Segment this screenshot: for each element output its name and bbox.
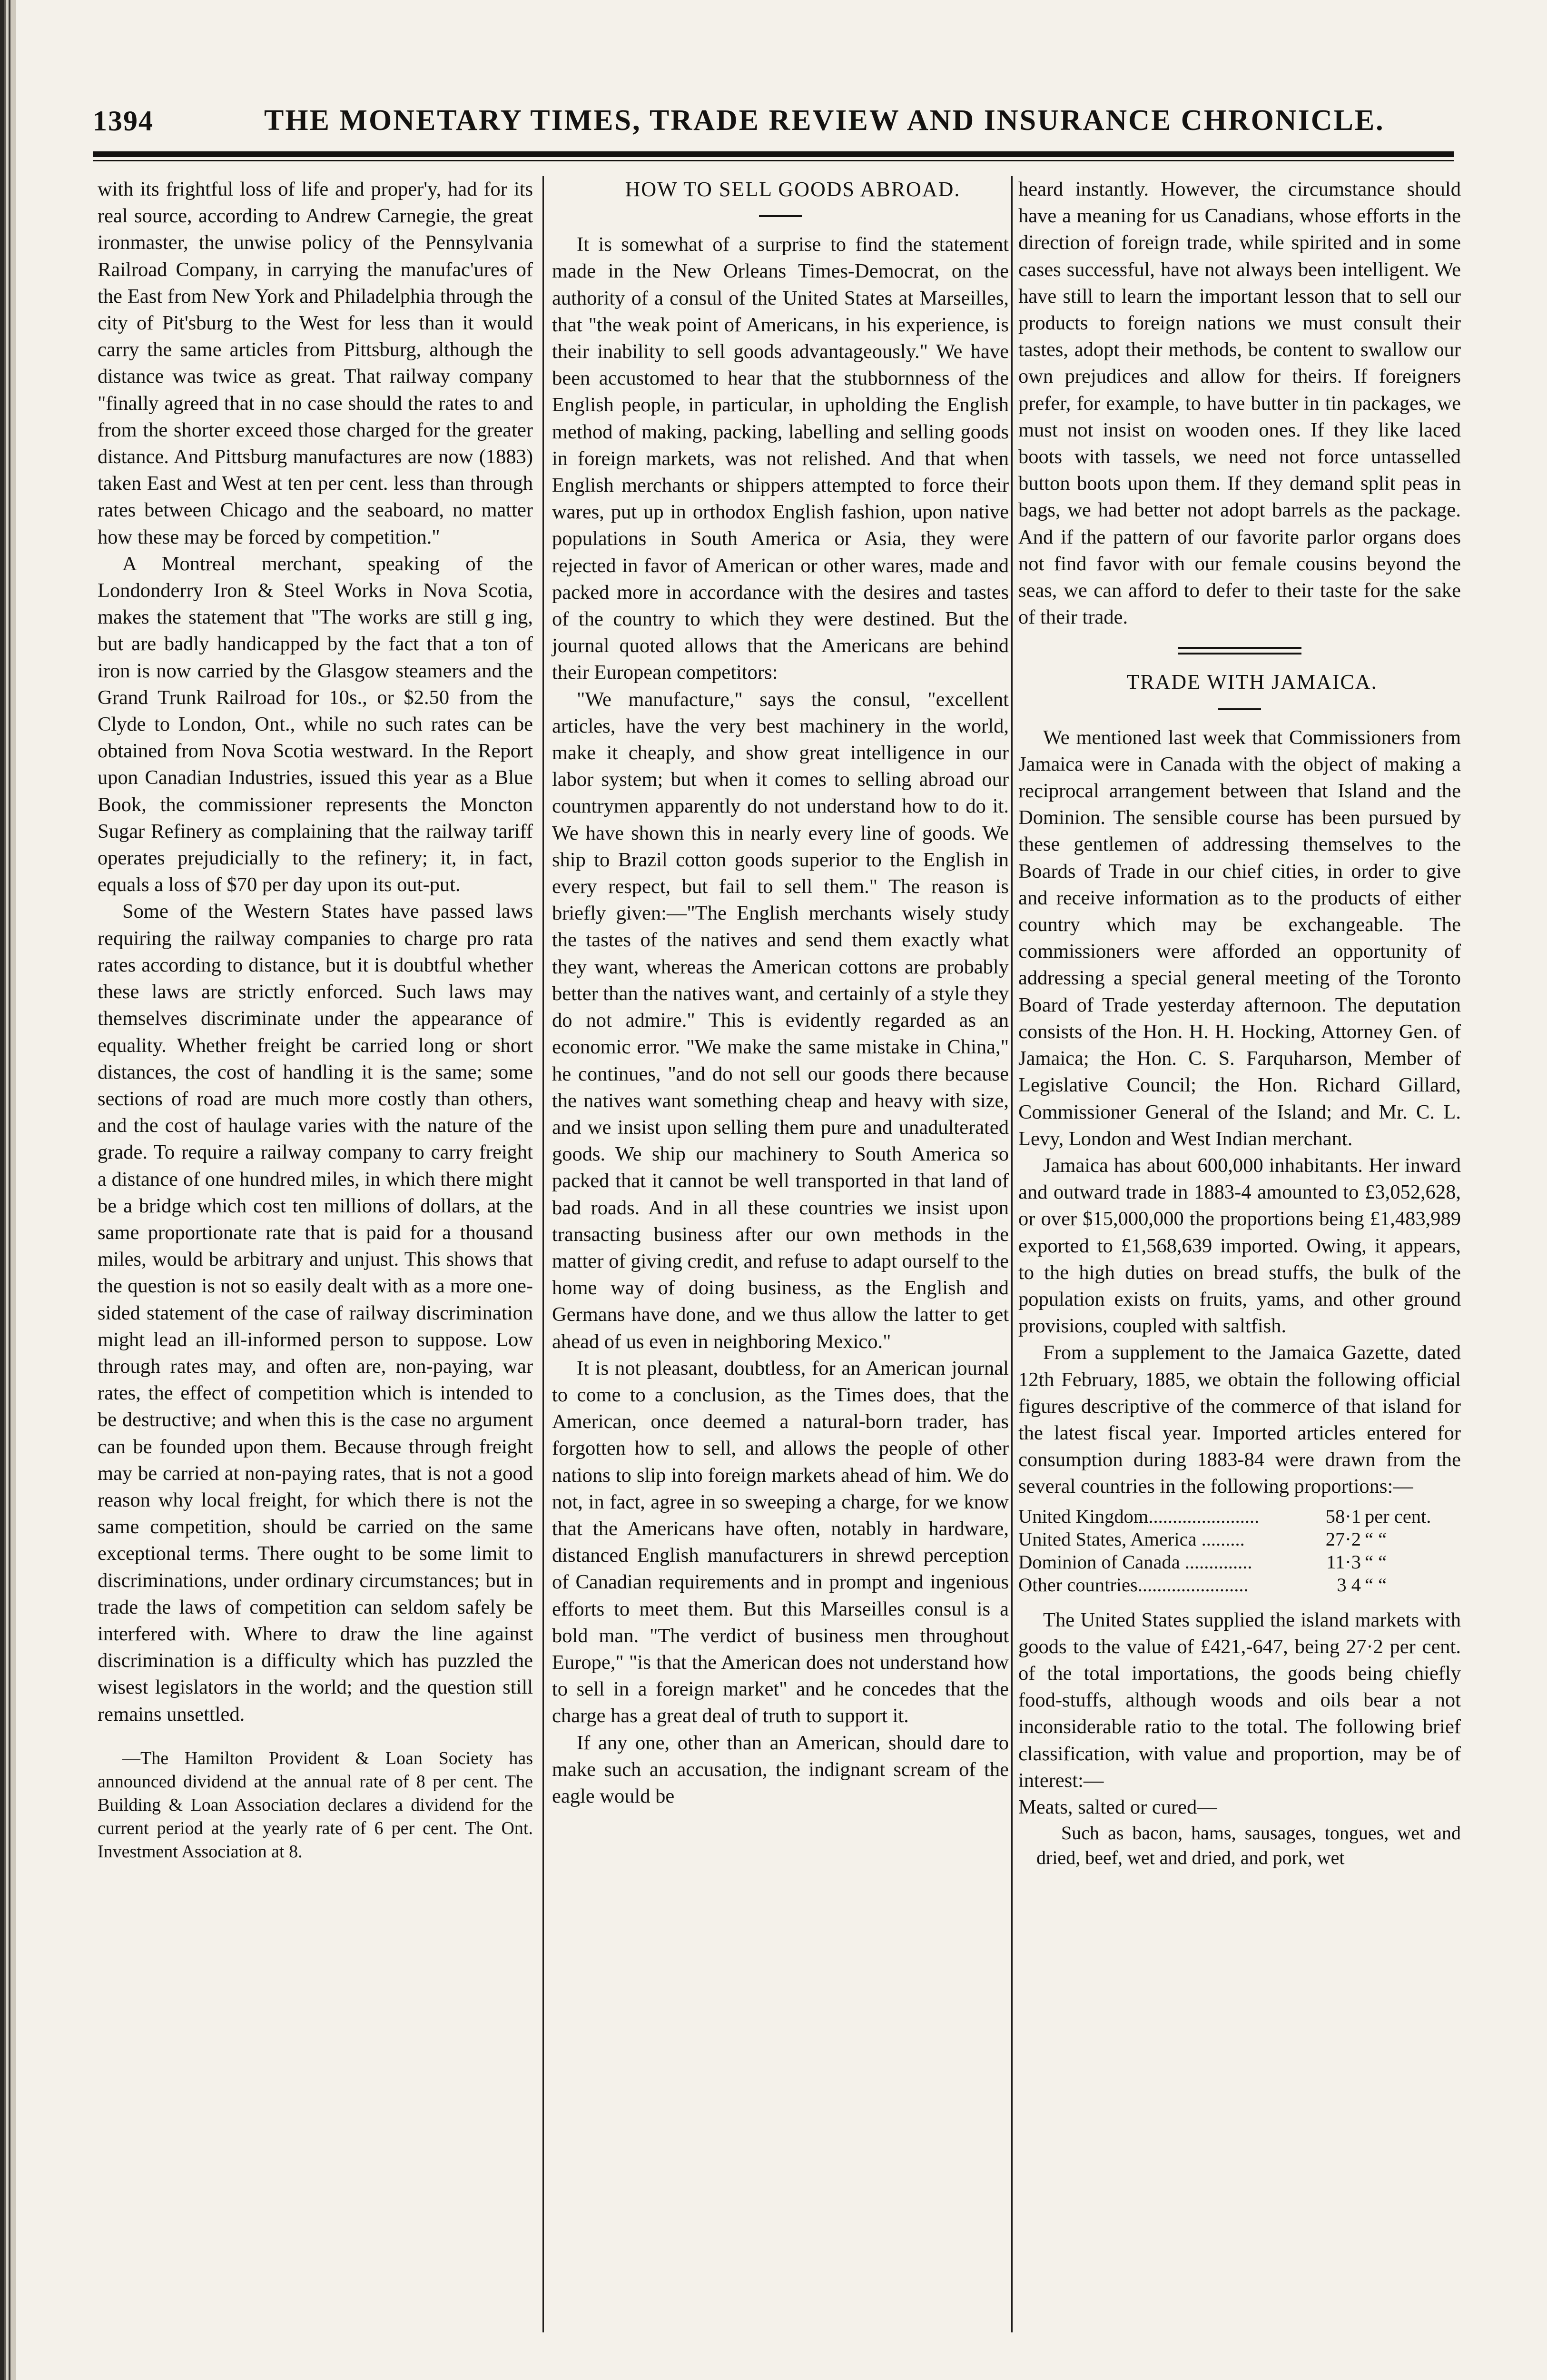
article-paragraph: Some of the Western States have passed laws requiring the railway companies to charge pro rata rates according to distance, but it is doubtful whether these laws are strictly enforced. Such laws may themselves discriminate under the appearance of equality. Whether freight be carried long or short distances, the cost of handling it is the same; some sections of road are much more costly than others, and the cost of haulage varies with the nature of the grade. To require a railway company to carry freight a distance of one hundred miles, in which there might be a bridge which cost ten millions of dollars, at the same proportionate rate that is paid for a thousand miles, would be arbitrary and unjust. This shows that the question is not so easily dealt with as a more one-sided statement of the case of railway discrimination might lead an ill-informed person to suppose. Low through rates may, and often are, non-paying, war rates, the effect of competition which is intended to be destructive; and when this is the case no argument can be founded upon them. Because through freight may be carried at non-paying rates, that is not a good reason why local freight, for which there is not the same competition, should be carried on the same exceptional terms. There ought to be some limit to discriminations, under ordinary circumstances; but in trade the laws of competition can seldom safely be interfered with. Where to draw the line against discrimination is a difficulty which has puzzled the wisest legislators in the world; and the question still remains unsettled. [98, 900, 533, 1726]
header-rule [93, 151, 1454, 157]
article-paragraph: If any one, other than an American, should dare to make such an accusation, the indignant scream of the eagle would be [552, 1731, 1009, 1807]
dividend-note: —The Hamilton Provident & Loan Society has announced dividend at the annual rate of 8 per cent. The Building & Loan Association declares a dividend for the current period at the yearly rate of 6 per cent. The Ont. Investment Association at 8. [98, 1748, 533, 1862]
article-paragraph: It is not pleasant, doubtless, for an American journal to come to a conclusion, as the Times does, that the American, once deemed a natural-born trader, has forgotten how to sell, and allows the people of other nations to slip into foreign markets ahead of him. We do not, in fact, agree in so sweeping a charge, for we know that the Americans have often, notably in hardware, distanced English manufacturers in shrewd perception of Canadian requirements and in prompt and ingenious efforts to meet them. But this Marseilles consul is a bold man. "The verdict of business men throughout Europe," "is that the American does not understand how to sell in a foreign market" and he concedes that the charge has a great deal of truth to support it. [552, 1357, 1009, 1727]
article-paragraph: The United States supplied the island markets with goods to the value of £421,-647, being 27·2 per cent. of the total importations, the goods being chiefly food-stuffs, although woods and oils bear a not inconsiderable ratio to the total. The following brief classification, with value and proportion, may be of interest:— [1018, 1608, 1461, 1792]
table-cell-unit: “ “ [1365, 1574, 1387, 1596]
table-cell-unit: “ “ [1365, 1528, 1387, 1550]
article-paragraph: We mentioned last week that Commissioners from Jamaica were in Canada with the object of making a reciprocal arrangement between that Island and the Dominion. The sensible course has been pursued by these gentlemen of addressing themselves to the Boards of Trade in our chief cities, in order to give and receive information as to the products of either country which may be exchangeable. The commissioners were afforded an opportunity of addressing a special general meeting of the Toronto Board of Trade yesterday afternoon. The deputation consists of the Hon. H. H. Hocking, Attorney Gen. of Jamaica; the Hon. C. S. Farquharson, Member of Legislative Council; the Hon. Richard Gillard, Commissioner General of the Island; and Mr. C. L. Levy, London and West Indian merchant. [1018, 726, 1461, 1150]
table-row [1018, 1505, 1461, 1528]
article-paragraph: A Montreal merchant, speaking of the Londonderry Iron & Steel Works in Nova Scotia, makes the statement that "The works are still g ing, but are badly handicapped by the fact that a ton of iron is now carried by the Glasgow steamers and the Grand Trunk Railroad for 10s., or $2.50 from the Clyde to London, Ont., while no such rates can be obtained from Nova Scotia westward. In the Report upon Canadian Industries, issued this year as a Blue Book, the commissioner represents the Moncton Sugar Refinery as complaining that the railway tariff operates prejudicially to the refinery; it, in fact, equals a loss of $70 per day upon its out-put. [98, 552, 533, 896]
classification-item: Such as bacon, hams, sausages, tongues, wet and dried, beef, wet and dried, and pork, wet [1036, 1822, 1461, 1869]
article-paragraph: From a supplement to the Jamaica Gazette, dated 12th February, 1885, we obtain the following official figures descriptive of the commerce of that island for the latest fiscal year. Imported articles entered for consumption during 1883-84 were drawn from the several countries in the following proportions:— [1018, 1341, 1461, 1498]
article-headline: HOW TO SELL GOODS ABROAD. [625, 178, 961, 201]
headline-rule [1218, 708, 1261, 710]
column-divider [542, 176, 544, 2332]
page-header [93, 100, 1454, 143]
page-number: 1394 [93, 105, 154, 137]
table-cell-value: 58·1 [1325, 1505, 1361, 1527]
binding-edge [0, 0, 16, 2380]
headline-rule [759, 215, 802, 217]
column-right [1018, 176, 1461, 1870]
table-cell-value: 11·3 [1326, 1551, 1361, 1573]
table-cell-country: Dominion of Canada .............. [1018, 1551, 1252, 1573]
column-middle [552, 176, 1009, 1810]
table-row [1018, 1574, 1461, 1597]
column-left [98, 176, 533, 1864]
table-cell-value: 3 4 [1337, 1574, 1361, 1596]
classification-heading: Meats, salted or cured— [1018, 1795, 1217, 1818]
article-headline: TRADE WITH JAMAICA. [1126, 670, 1378, 694]
table-row [1018, 1551, 1461, 1574]
table-cell-country: Other countries....................... [1018, 1574, 1249, 1596]
table-cell-value: 27·2 [1325, 1528, 1361, 1550]
table-cell-unit: per cent. [1365, 1505, 1431, 1527]
article-paragraph: It is somewhat of a surprise to find the statement made in the New Orleans Times-Democrat, on the authority of a consul of the United States at Marseilles, that "the weak point of Americans, in his experience, is their inability to sell goods advantageously." We have been accustomed to hear that the stubbornness of the English people, in particular, in upholding the English method of making, packing, labelling and selling goods in foreign markets, was not relished. And that when English merchants or shippers attempted to force their wares, put up in orthodox English fashion, upon native populations in South America or Asia, they were rejected in favor of American or other wares, made and packed more in accordance with the desires and tastes of the country to which they were destined. But the journal quoted allows that the Americans are behind their European competitors: [552, 233, 1009, 684]
article-paragraph: with its frightful loss of life and proper'y, had for its real source, according to Andrew Carnegie, the great ironmaster, the unwise policy of the Pennsylvania Railroad Company, in carrying the manufac'ures of the East from New York and Philadelphia through the city of Pit'sburg to the West for less than it would carry the same articles from Pittsburg, although the distance was twice as great. That railway company "finally agreed that in no case should the rates to and from the shorter exceed those charged for the greater distance. And Pittsburg manufactures are now (1883) taken East and West at ten per cent. less than through rates between Chicago and the seaboard, no matter how these may be forced by competition." [98, 178, 533, 548]
table-row [1018, 1528, 1461, 1551]
header-rule-thin [93, 160, 1454, 161]
column-divider [1011, 176, 1013, 2332]
import-proportions-table [1018, 1505, 1461, 1597]
article-paragraph: heard instantly. However, the circumstance should have a meaning for us Canadians, whose efforts in the direction of foreign trade, while spirited and in some cases successful, have not always been intelligent. We have still to learn the important lesson that to sell our products to foreign nations we must consult their tastes, adopt their methods, be content to swallow our own prejudices and allow for theirs. If foreigners prefer, for example, to have butter in tin packages, we must not insist on wooden ones. If they like laced boots with tassels, we need not force untasselled button boots upon them. If they demand split peas in bags, we had better not adopt barrels as the package. And if the pattern of our favorite parlor organs does not find favor with our female cousins beyond the seas, we can afford to defer to their taste for the sake of their trade. [1018, 178, 1461, 629]
table-cell-country: United States, America ......... [1018, 1528, 1245, 1550]
table-cell-country: United Kingdom....................... [1018, 1505, 1260, 1527]
table-cell-unit: “ “ [1365, 1551, 1387, 1573]
article-paragraph: Jamaica has about 600,000 inhabitants. Her inward and outward trade in 1883-4 amounted to £3,052,628, or over $15,000,000 the proportions being £1,483,989 exported to £1,568,639 imported. Owing, it appears, to the high duties on bread stuffs, the bulk of the population exists on fruits, yams, and other ground provisions, coupled with saltfish. [1018, 1154, 1461, 1338]
article-paragraph: "We manufacture," says the consul, "excellent articles, have the very best machinery in the world, make it cheaply, and show great intelligence in our labor system; but when it comes to selling abroad our countrymen apparently do not understand how to do it. We have shown this in nearly every line of goods. We ship to Brazil cotton goods superior to the English in every respect, but fail to sell them." The reason is briefly given:—"The English merchants wisely study the tastes of the natives and send them exactly what they want, whereas the American cottons are probably better than the natives want, and certainly of a style they do not admire." This is evidently regarded as an economic error. "We make the same mistake in China," he continues, "and do not sell our goods there because the natives want something cheap and heavy with size, and we insist upon selling them pure and unadulterated goods. We ship our machinery to South America so packed that it cannot be well transported in that land of bad roads. And in all these countries we insist upon transacting business after our own methods in the matter of giving credit, and refuse to adapt ourself to the home way of doing business, as the English and Germans have done, and we thus allow the latter to get ahead of us even in neighboring Mexico." [552, 688, 1009, 1353]
article-separator [1178, 647, 1301, 654]
masthead-title: THE MONETARY TIMES, TRADE REVIEW AND INSURANCE CHRONICLE. [264, 104, 1385, 137]
